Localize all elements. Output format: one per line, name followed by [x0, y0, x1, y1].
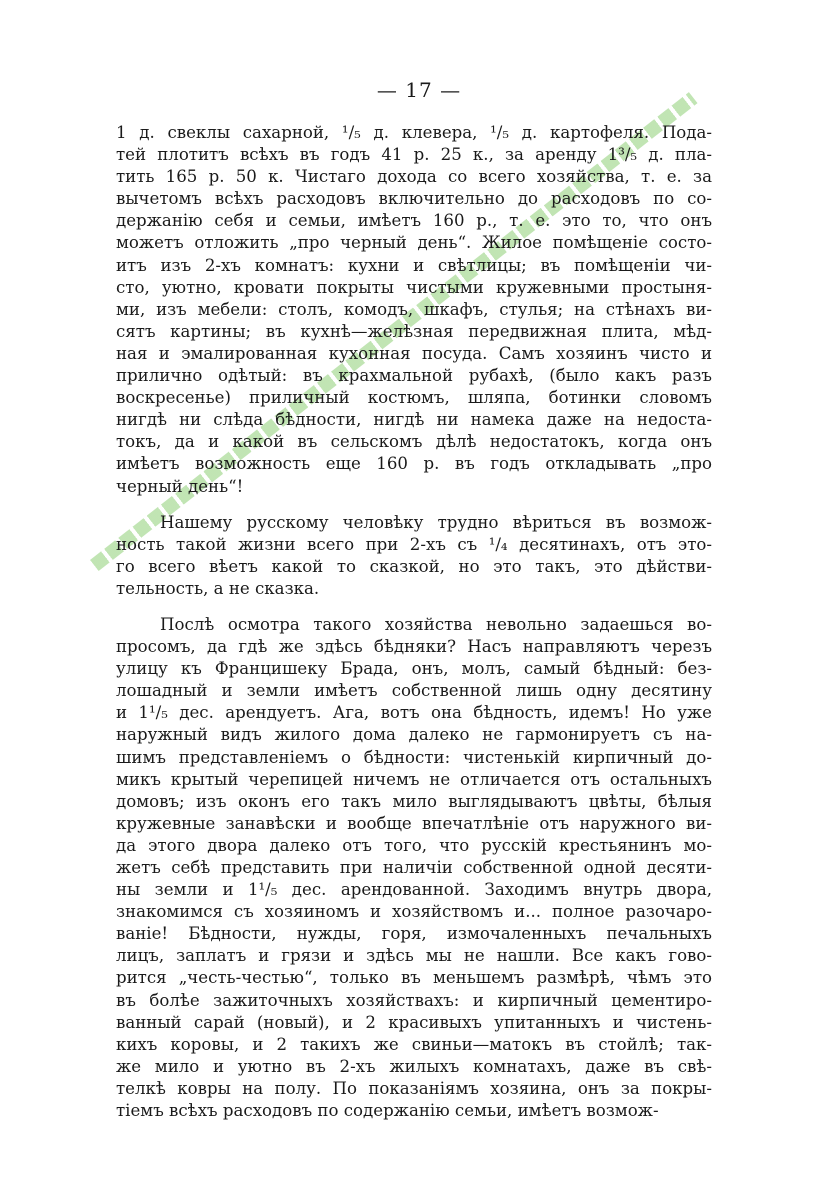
body-text	[116, 122, 712, 1122]
text-line: домовъ; изъ оконъ его такъ мило выглядываютъ цвѣты, бѣлыя	[116, 791, 712, 811]
text-line: микъ крытый черепицей ничемъ не отличается отъ остальныхъ	[116, 769, 712, 789]
text-line: ная и эмалированная кухонная посуда. Самъ хозяинъ чисто и	[116, 343, 712, 363]
text-line: наружный видъ жилого дома далеко не гармонируетъ съ на-	[116, 725, 712, 745]
text-line: улицу къ Францишеку Брада, онъ, молъ, самый бѣдный: без-	[116, 659, 712, 679]
text-line: кихъ коровы, и 2 такихъ же свиньи—матокъ въ стойлѣ; так-	[116, 1034, 712, 1054]
text-line: черный день“!	[116, 476, 244, 496]
text-line: лошадный и земли имѣетъ собственной лишь одну десятину	[116, 681, 712, 701]
text-line: имѣетъ возможность еще 160 р. въ годъ откладывать „про	[116, 454, 712, 474]
text-line: тіемъ всѣхъ расходовъ по содержанію семьи, имѣетъ возмож-	[116, 1101, 659, 1121]
page-number: — 17 —	[376, 78, 462, 102]
text-line: вычетомъ всѣхъ расходовъ включительно до расходовъ по со-	[116, 189, 712, 209]
text-line: кружевные занавѣски и вообще впечатлѣніе отъ наружного ви-	[116, 813, 712, 833]
text-line: да этого двора далеко отъ того, что русскій крестьянинъ мо-	[116, 835, 712, 855]
text-line: сто, уютно, кровати покрыты чистыми кружевными простыня-	[116, 277, 712, 297]
text-line: тельность, а не сказка.	[116, 578, 320, 598]
text-line: 1 д. свеклы сахарной, ¹/₅ д. клевера, ¹/₅ д. картофеля. Пода-	[116, 123, 712, 142]
text-line: ность такой жизни всего при 2-хъ съ ¹/₄ десятинахъ, отъ это-	[116, 534, 712, 554]
text-line: просомъ, да гдѣ же здѣсь бѣдняки? Насъ направляютъ черезъ	[116, 637, 712, 657]
text-line: тей плотитъ всѣхъ въ годъ 41 р. 25 к., за аренду 1³/₅ д. пла-	[116, 145, 712, 165]
text-line: тить 165 р. 50 к. Чистаго дохода со всего хозяйства, т. е. за	[116, 167, 712, 187]
text-line: можетъ отложить „про черный день“. Жилое помѣщеніе состо-	[116, 233, 712, 253]
text-line: воскресенье) приличный костюмъ, шляпа, ботинки словомъ	[116, 388, 712, 408]
text-line: токъ, да и какой въ сельскомъ дѣлѣ недостатокъ, когда онъ	[116, 432, 712, 452]
text-line: знакомимся съ хозяиномъ и хозяйствомъ и... полное разочаро-	[116, 902, 712, 922]
paragraph-3	[116, 614, 712, 1122]
text-line: сятъ картины; въ кухнѣ—желѣзная передвижная плита, мѣд-	[116, 321, 712, 341]
text-line: шимъ представленіемъ о бѣдности: чистенькій кирпичный до-	[116, 747, 712, 767]
text-line: рится „честь-честью“, только въ меньшемъ размѣрѣ, чѣмъ это	[116, 968, 712, 988]
text-line: Послѣ осмотра такого хозяйства невольно задаешься во-	[160, 614, 712, 634]
text-line: ми, изъ мебели: столъ, комодъ, шкафъ, стулья; на стѣнахъ ви-	[116, 299, 712, 319]
text-line: держанію себя и семьи, имѣетъ 160 р., т. е. это то, что онъ	[116, 211, 712, 231]
text-line: жетъ себѣ представить при наличіи собственной одной десяти-	[116, 858, 712, 877]
text-line: въ болѣе зажиточныхъ хозяйствахъ: и кирпичный цементиро-	[116, 990, 712, 1010]
text-line: же мило и уютно въ 2-хъ жилыхъ комнатахъ, даже въ свѣ-	[116, 1056, 712, 1076]
text-line: и 1¹/₅ дес. арендуетъ. Ага, вотъ она бѣдность, идемъ! Но уже	[116, 703, 712, 723]
text-line: ны земли и 1¹/₅ дес. арендованной. Заходимъ внутрь двора,	[116, 880, 712, 900]
text-line: ваніе! Бѣдности, нужды, горя, измочаленныхъ печальныхъ	[116, 924, 712, 944]
text-line: прилично одѣтый: въ крахмальной рубахѣ, (было какъ разъ	[116, 366, 712, 386]
text-line: го всего вѣетъ какой то сказкой, но это такъ, это дѣйстви-	[116, 556, 712, 576]
text-line: нигдѣ ни слѣда бѣдности, нигдѣ ни намека даже на недоста-	[116, 410, 712, 430]
paragraph-2	[116, 512, 712, 600]
paragraph-1	[116, 122, 712, 498]
text-line: лицъ, заплатъ и грязи и здѣсь мы не нашли. Все какъ гово-	[116, 946, 712, 966]
text-line: итъ изъ 2-хъ комнатъ: кухни и свѣтлицы; въ помѣщеніи чи-	[116, 255, 712, 275]
text-line: Нашему русскому человѣку трудно вѣриться въ возмож-	[160, 512, 712, 532]
text-line: телкѣ ковры на полу. По показаніямъ хозяина, онъ за покры-	[116, 1078, 712, 1098]
text-line: ванный сарай (новый), и 2 красивыхъ упитанныхъ и чистень-	[116, 1012, 712, 1032]
